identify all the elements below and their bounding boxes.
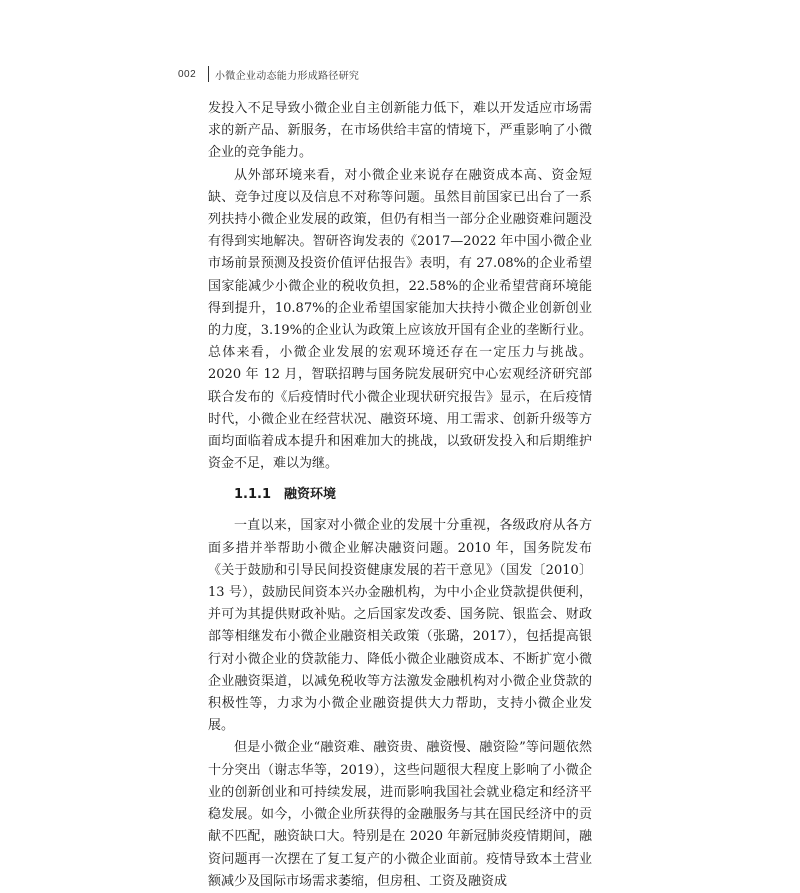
section-number: 1.1.1	[234, 487, 272, 503]
paragraph-continued: 发投入不足导致小微企业自主创新能力低下，难以开发适应市场需求的新产品、新服务，在市场供给丰富的情境下，严重影响了小微企业的竞争能力。	[208, 101, 592, 161]
page-number: 002	[178, 68, 197, 80]
page-header	[178, 64, 359, 84]
section-heading	[234, 483, 592, 507]
body-text	[208, 98, 592, 893]
paragraph-financing-problems: 但是小微企业“融资难、融资贵、融资慢、融资险”等问题依然十分突出（谢志华等，2019），这些问题很大程度上影响了小微企业的创新创业和可持续发展，进而影响我国社会就业稳定和经济平稳发展。如今，小微企业所获得的金融服务与其在国民经济中的贡献不匹配，融资缺口大。特别是在 2020 年新冠肺炎疫情期间，融资问题再一次摆在了复工复产的小微企业面前。疫情导致本土营业额减少及国际市场需求萎缩，但房租、工资及融资成	[208, 740, 592, 889]
running-title: 小微企业动态能力形成路径研究	[215, 70, 360, 82]
section-title: 融资环境	[284, 487, 337, 503]
paragraph-external-environment: 从外部环境来看，对小微企业来说存在融资成本高、资金短缺、竞争过度以及信息不对称等问题。虽然目前国家已出台了一系列扶持小微企业发展的政策，但仍有相当一部分企业融资难问题没有得到实地解决。智研咨询发表的《2017—2022 年中国小微企业市场前景预测及投资价值评估报告》表明，有 27.08%的企业希望国家能减少小微企业的税收负担，22.58%的企业希望营商环境能得到提升，10.87%的企业希望国家能加大扶持小微企业创新创业的力度，3.19%的企业认为政策上应该放开国有企业的垄断行业。总体来看，小微企业发展的宏观环境还存在一定压力与挑战。2020 年 12 月，智联招聘与国务院发展研究中心宏观经济研究部联合发布的《后疫情时代小微企业现状研究报告》显示，在后疫情时代，小微企业在经营状况、融资环境、用工需求、创新升级等方面均面临着成本提升和困难加大的挑战，以致研发投入和后期维护资金不足，难以为继。	[208, 167, 592, 472]
header-divider	[208, 66, 209, 82]
paragraph-financing-policy: 一直以来，国家对小微企业的发展十分重视，各级政府从各方面多措并举帮助小微企业解决融资问题。2010 年，国务院发布《关于鼓励和引导民间投资健康发展的若干意见》（国发〔2010〕13 号），鼓励民间资本兴办金融机构，为中小企业贷款提供便利，并可为其提供财政补贴。之后国家发改委、国务院、银监会、财政部等相继发布小微企业融资相关政策（张璐，2017），包括提高银行对小微企业的贷款能力、降低小微企业融资成本、不断扩宽小微企业融资渠道，以减免税收等方法激发金融机构对小微企业贷款的积极性等，力求为小微企业融资提供大力帮助，支持小微企业发展。	[208, 518, 592, 734]
